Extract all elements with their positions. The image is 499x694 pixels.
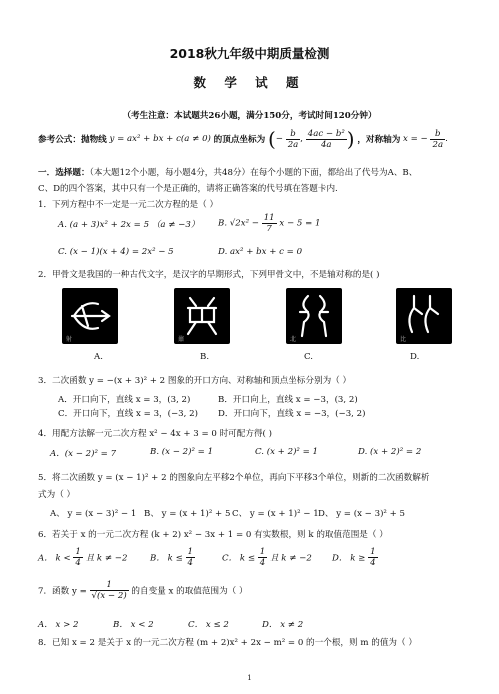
formula-axis-lead: ，对称轴为 — [357, 135, 401, 145]
q1-b-den: 7 — [266, 224, 272, 234]
q7-stem — [38, 580, 248, 601]
glyph-b-caption: 鼐 — [178, 336, 185, 343]
paren-right: ) — [346, 127, 355, 151]
q5-stem-2: 式为（ ） — [38, 490, 76, 500]
oracle-glyph-d-image — [396, 288, 452, 344]
q4-option-b: B. (x − 2)² = 1 — [150, 447, 214, 457]
oracle-glyph-b-image — [174, 288, 230, 344]
q4-option-a: A．(x − 2)² = 7 — [50, 449, 117, 459]
q6-a-frac — [73, 547, 82, 568]
q1-option-b — [218, 213, 320, 234]
q3-option-a: A．开口向下，直线 x = 3，(3, 2) — [58, 395, 191, 405]
vertex-x-frac — [286, 129, 301, 150]
q6-c-num: 1 — [259, 547, 266, 557]
q6-a-num: 1 — [75, 547, 81, 557]
q6-d-num: 1 — [370, 547, 376, 557]
q5-stem-1: 5．将二次函数 y = (x − 1)² + 2 的图象向左平移2个单位，再向下平移3个单位，则新的二次函数解析 — [38, 473, 430, 483]
q1-option-d: D. ax² + bx + c = 0 — [218, 247, 303, 257]
glyph-d-caption: 比 — [400, 336, 407, 343]
q6-a-post: 且 k ≠ −2 — [85, 553, 128, 564]
q1-b-pre: B. √2x² − — [218, 218, 259, 229]
formula-lead: 参考公式：抛物线 — [38, 135, 107, 145]
q6-a-den: 4 — [75, 558, 81, 568]
q7-option-c: C． x ≤ 2 — [188, 620, 229, 630]
q7-num: 1 — [90, 580, 129, 591]
q4-option-c: C. (x + 2)² = 1 — [255, 447, 318, 457]
q7-frac — [90, 580, 129, 601]
q5-option-d: D、 y = (x − 3)² + 5 — [318, 509, 405, 519]
q5-option-b: B、 y = (x + 1)² + 5 — [144, 509, 231, 519]
axis-frac — [430, 129, 445, 150]
exam-subtitle: 数 学 试 题 — [193, 75, 306, 90]
q6-c-pre: C． k ≤ — [222, 553, 256, 564]
q2-option-c: C. — [304, 352, 314, 362]
vertex-y-frac — [306, 129, 347, 150]
q6-option-d — [332, 547, 378, 568]
q6-b-num: 1 — [187, 547, 193, 557]
axis-num: b — [430, 129, 445, 140]
formula-vertex-lead: 的顶点坐标为 — [213, 135, 266, 145]
q6-option-a — [38, 547, 127, 568]
q5-option-a: A、 y = (x − 3)² − 1 — [50, 509, 137, 519]
q4-option-d: D. (x + 2)² = 2 — [358, 447, 422, 457]
q5-option-c: C、 y = (x + 1)² − 1 — [232, 509, 319, 519]
section-one-line1 — [38, 166, 417, 178]
q6-c-den: 4 — [259, 558, 266, 568]
q2-option-a: A. — [94, 352, 103, 362]
q7-den: √(x − 2) — [91, 591, 127, 601]
q6-option-c — [222, 547, 312, 568]
q2-stem: 2．甲骨文是我国的一种古代文字，是汉字的早期形式，下列甲骨文中，不是轴对称的是( ) — [38, 270, 380, 280]
q1-b-num: 11 — [263, 213, 275, 223]
q6-option-b — [150, 547, 195, 568]
glyph-c-caption: 北 — [290, 336, 297, 343]
q2-option-d: D. — [410, 352, 420, 362]
q6-a-pre: A． k < — [38, 553, 71, 564]
reference-formula: 参考公式：抛物线 y = ax² + bx + c(a ≠ 0) 的顶点坐标为 (− $\frac{b}{2a}$ , $\frac{\text{4ac − b²}}{4a}$ ) ，对称轴为 x = − $\frac{b}{2a}$ . — [38, 127, 448, 151]
q7-stem-post: 的自变量 x 的取值范围为（ ） — [131, 586, 248, 597]
q7-stem-pre: 7．函数 y = — [38, 586, 87, 597]
q6-d-pre: D． k ≥ — [332, 553, 366, 564]
paren-left: ( — [267, 127, 276, 151]
q1-stem: 1．下列方程中不一定是一元二次方程的是（ ） — [38, 200, 219, 210]
q7-option-a: A． x > 2 — [38, 620, 79, 630]
q4-stem: 4．用配方法解一元二次方程 x² − 4x + 3 = 0 时可配方得( ) — [38, 429, 272, 439]
oracle-glyph-a-image — [62, 288, 118, 344]
formula-expr: y = ax² + bx + c(a ≠ 0) — [109, 134, 211, 144]
section-desc-2: C、D的四个答案，其中只有一个是正确的，请将正确答案的代号填在答题卡内. — [38, 184, 338, 194]
q6-c-frac — [258, 547, 267, 568]
q3-stem: 3．二次函数 y = −(x + 3)² + 2 图象的开口方向、对称轴和顶点坐标分别为（ ） — [38, 376, 352, 386]
vertex-y-den: 4a — [320, 139, 332, 150]
q6-stem: 6．若关于 x 的一元二次方程 (k + 2) x² − 3x + 1 = 0 有实数根，则 k 的取值范围是（ ） — [38, 530, 388, 540]
q3-option-b: B．开口向上，直线 x = −3，(3, 2) — [218, 395, 358, 405]
q7-option-d: D． x ≠ 2 — [262, 620, 304, 630]
q1-b-post: x − 5 = 1 — [279, 218, 321, 229]
formula-axis-expr: x = − — [403, 134, 428, 144]
q1-b-frac — [262, 213, 277, 234]
vertex-y-num: 4ac − b² — [307, 128, 345, 139]
vertex-x-num: b — [286, 129, 301, 140]
q6-c-post: 且 k ≠ −2 — [269, 553, 312, 564]
q1-option-c: C. (x − 1)(x + 4) = 2x² − 5 — [58, 247, 174, 257]
q3-option-c: C．开口向下，直线 x = 3，(−3, 2) — [58, 409, 198, 419]
exam-notice: （考生注意：本试题共26小题，满分150分，考试时间120分钟） — [122, 111, 377, 121]
q6-b-pre: B． k ≤ — [150, 553, 183, 564]
q6-d-den: 4 — [370, 558, 376, 568]
oracle-glyph-c-image — [286, 288, 342, 344]
q6-b-frac — [186, 547, 195, 568]
q8-stem: 8．已知 x = 2 是关于 x 的一元二次方程 (m + 2)x² + 2x − m² = 0 的一个根，则 m 的值为（ ） — [38, 638, 417, 648]
exam-title: 2018秋九年级中期质量检测 — [169, 46, 330, 61]
q6-d-frac — [368, 547, 377, 568]
section-heading: 一．选择题： — [38, 168, 90, 178]
q3-option-d: D．开口向下，直线 x = −3，(−3, 2) — [218, 409, 366, 419]
glyph-a-caption: 射 — [66, 336, 73, 343]
page-number: 1 — [247, 674, 252, 682]
q1-option-a: A. (a + 3)x² + 2x = 5 （a ≠ −3） — [58, 220, 200, 230]
q6-b-den: 4 — [187, 558, 193, 568]
axis-den: 2a — [432, 139, 444, 150]
vertex-x-den: 2a — [287, 139, 299, 150]
section-desc-1: （本大题12个小题，每小题4分，共48分）在每个小题的下面，都给出了代号为A、B、 — [89, 168, 418, 178]
q7-option-b: B． x < 2 — [113, 620, 154, 630]
q2-option-b: B. — [200, 352, 210, 362]
